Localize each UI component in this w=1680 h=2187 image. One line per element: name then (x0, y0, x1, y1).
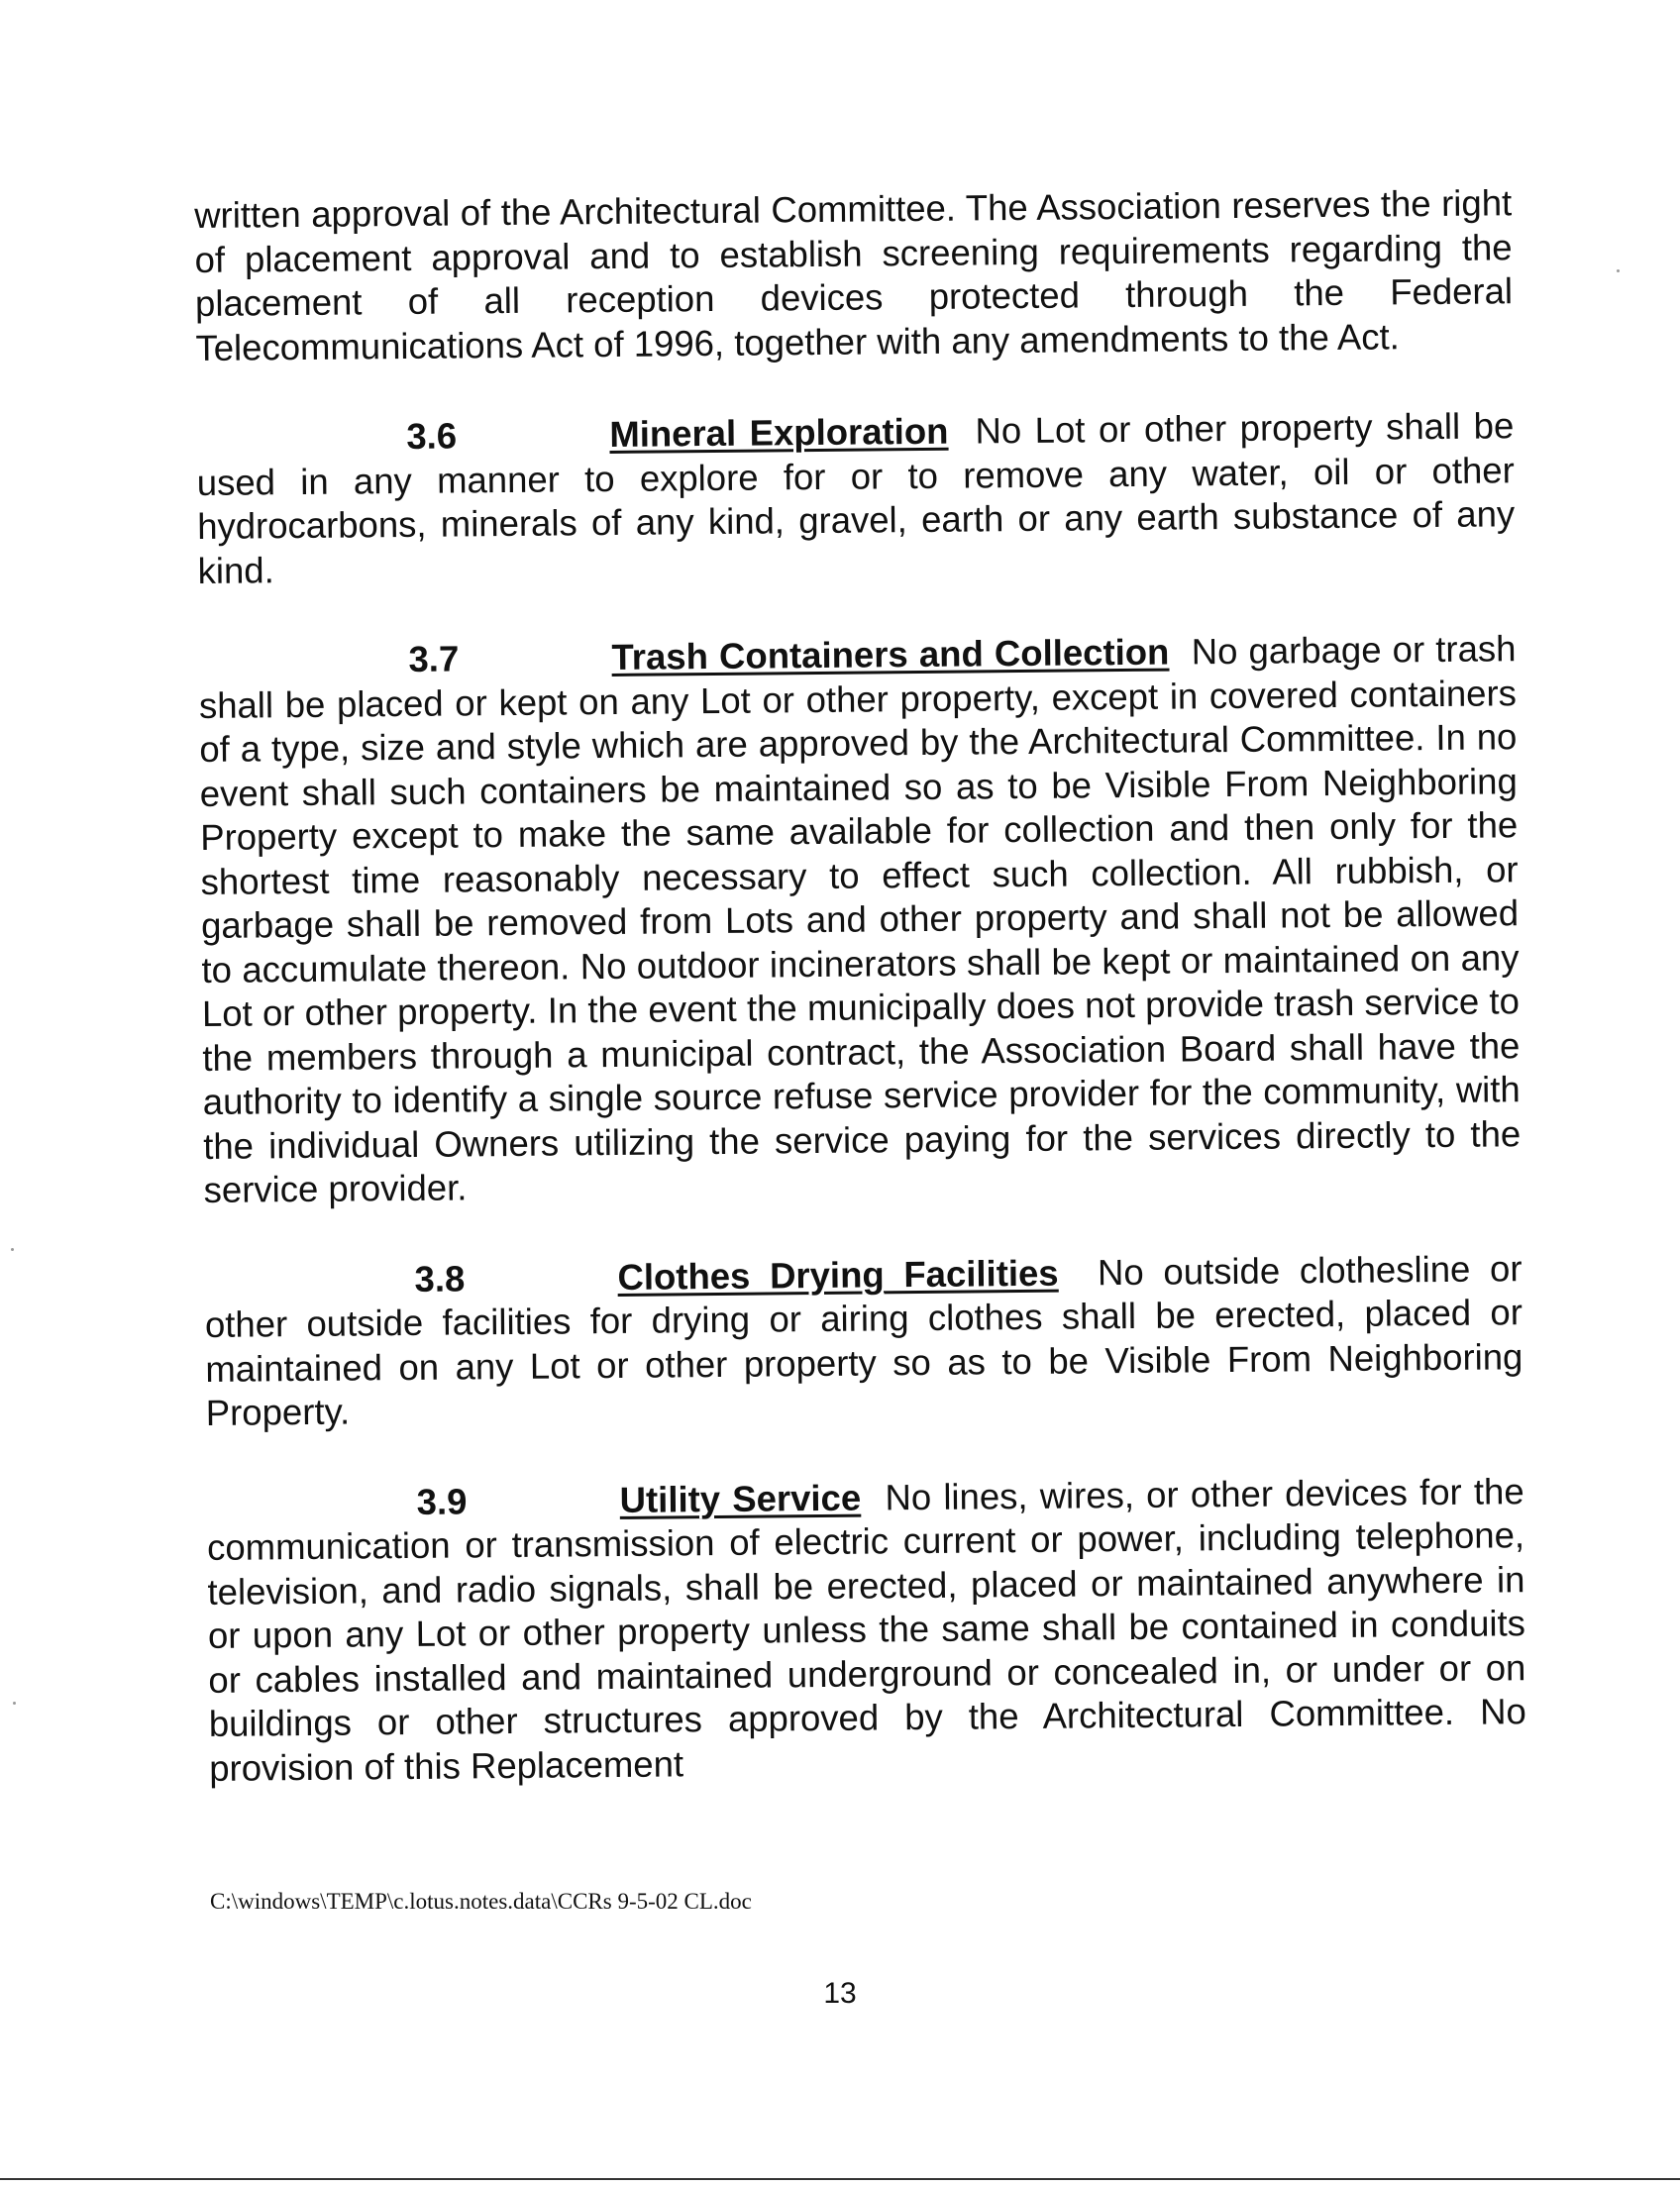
bottom-rule (0, 2178, 1680, 2180)
section-3-7 (198, 627, 1521, 1212)
section-text: No Lot or other property shall be used in any manner to explore for or to remove any water, oil or other hydrocarbons, minerals of any kind, gravel, earth or any earth substance of any kind. (196, 405, 1516, 591)
section-3-9 (206, 1470, 1526, 1791)
section-title: Clothes Drying Facilities (617, 1252, 1059, 1298)
section-text: No garbage or trash shall be placed or kept on any Lot or other property, except in covered containers of a type, size and style which are approved by the Architectural Committee. In no event shall such containers be maintained so as to be Visible From Neighboring Property except to make the same available for collection and then only for the shortest time reasonably necessary to effect such collection. All rubbish, or garbage shall be removed from Lots and other property and shall not be allowed to accumulate thereon. No outdoor incinerators shall be kept or maintained on any Lot or other property. In the event the municipally does not provide trash service to the members through a municipal contract, the Association Board shall have the authority to identify a single source refuse service provider for the community, with the individual Owners utilizing the service paying for the services directly to the service provider. (198, 628, 1522, 1210)
section-3-8 (204, 1247, 1523, 1436)
scan-speck (1617, 269, 1620, 272)
section-number: 3.9 (416, 1480, 468, 1522)
section-text: No outside clothesline or other outside facilities for drying or airing clothes shall be erected, placed or maintained on any Lot or other property so as to be Visible From Neighboring Property. (204, 1247, 1523, 1433)
footer-file-path: C:\windows\TEMP\c.lotus.notes.data\CCRs 9-5-02 CL.doc (210, 1889, 752, 1914)
document-body (194, 181, 1526, 1791)
scan-speck (13, 1702, 16, 1705)
page-number: 13 (823, 1977, 857, 2010)
section-title: Utility Service (619, 1477, 862, 1520)
section-title: Trash Containers and Collection (611, 631, 1170, 677)
section-text: No lines, wires, or other devices for the communication or transmission of electric current or power, including telephone, television, and radio signals, shall be erected, placed or maintained anywhere in or upon any Lot or other property unless the same shall be contained in conduits or cables installed and maintained underground or concealed in, or under or on buildings or other structures approved by the Architectural Committee. No provision of this Replacement (206, 1470, 1526, 1789)
section-number: 3.7 (408, 638, 460, 679)
section-number: 3.6 (406, 415, 458, 457)
section-3-6 (196, 404, 1516, 593)
scan-speck (11, 1248, 14, 1251)
intro-paragraph: written approval of the Architectural Committee. The Association reserves the right of placement approval and to establish screening requirements regarding the placement of all reception devices protected through the Federal Telecommunications Act of 1996, together with any amendments to the Act. (194, 182, 1514, 368)
section-title: Mineral Exploration (609, 410, 949, 455)
section-number: 3.8 (414, 1257, 466, 1300)
